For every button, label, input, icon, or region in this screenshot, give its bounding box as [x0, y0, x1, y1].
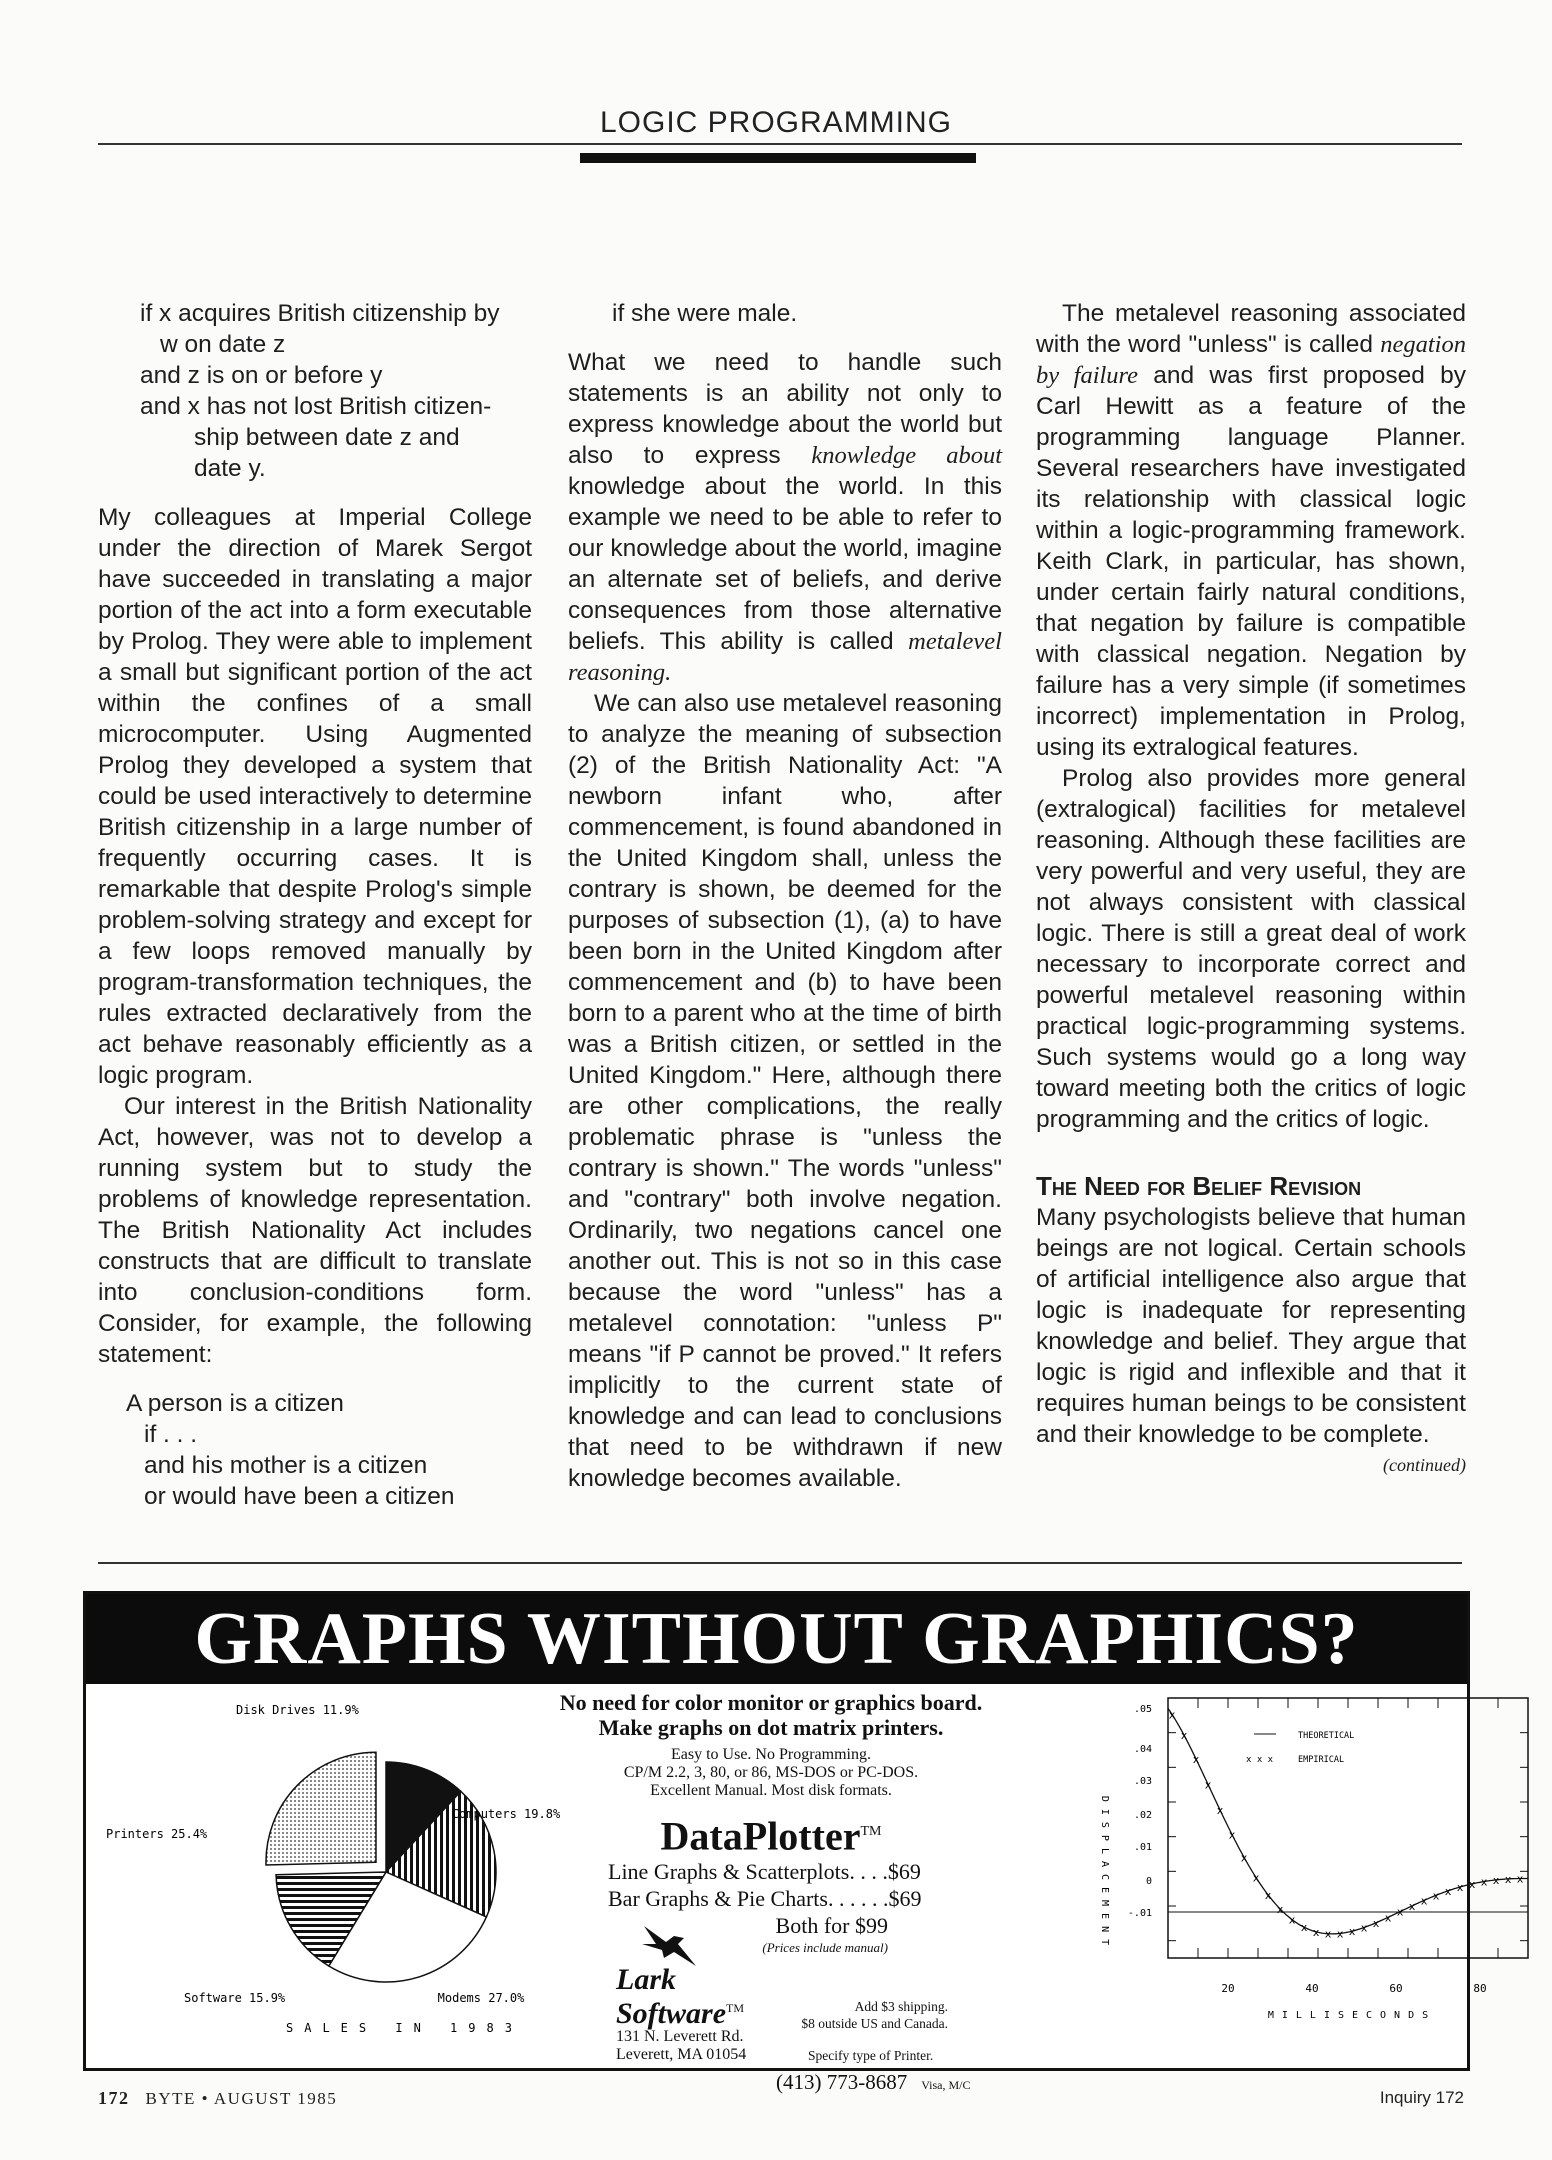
article-column-3: [1036, 298, 1466, 1481]
empirical-point: x: [1480, 1875, 1488, 1889]
continued-note: (continued): [1383, 1455, 1466, 1475]
displacement-plot: [1006, 1684, 1524, 2068]
text: knowledge about the world. In this example we need to be able to refer to our knowledge about the world, imagine an alternate set of beliefs, and derive consequences from those alternative beliefs. This ability is called: [568, 473, 1002, 655]
empirical-point: x: [1252, 1871, 1260, 1885]
empirical-point: x: [1492, 1873, 1500, 1887]
empirical-point: x: [1384, 1911, 1392, 1925]
company-name: Lark: [616, 1963, 676, 1996]
empirical-point: x: [1456, 1881, 1464, 1895]
legend-empirical: EMPIRICAL: [1298, 1755, 1345, 1765]
empirical-point: x: [1240, 1851, 1248, 1865]
pie-label-printers: Printers 25.4%: [106, 1827, 208, 1841]
pie-label-modems: Modems 27.0%: [437, 1991, 525, 2005]
shipping-line: Add $3 shipping.: [854, 1999, 948, 2014]
y-tick-label: -.01: [1127, 1908, 1152, 1919]
section-title: LOGIC PROGRAMMING: [599, 106, 953, 139]
pie-chart: [86, 1684, 561, 2068]
ad-feature: Excellent Manual. Most disk formats.: [650, 1782, 892, 1799]
statement-line: A person is a citizen: [126, 1390, 344, 1417]
paragraph: [568, 347, 1002, 688]
trademark: TM: [860, 1824, 882, 1839]
statement-line: or would have been a citizen: [144, 1483, 455, 1510]
empirical-point: x: [1216, 1803, 1224, 1817]
statement-end: if she were male.: [612, 300, 798, 327]
shipping-note: [801, 1998, 948, 2032]
price-line: Line Graphs & Scatterplots. . . .$69: [608, 1859, 921, 1885]
empirical-point: x: [1408, 1899, 1416, 1913]
text: The metalevel reasoning associated with the word "unless" is called: [1036, 300, 1466, 358]
company-logo: [616, 1963, 745, 2030]
header-bar: [580, 153, 976, 163]
paragraph: [1036, 298, 1466, 763]
printer-note: Specify type of Printer.: [808, 2048, 934, 2063]
paragraph: We can also use metalevel reasoning to analyze the meaning of subsection (2) of the British Nationality Act: "A newborn infant who, after commencement, is found abandoned in the United Kingdom shall, unless the contrary is shown, be deemed for the purposes of subsection (1), (a) to have been born in the United Kingdom after commencement and (b) to have been born to a parent who at the time of birth was a British citizen, or settled in the United Kingdom." Here, although there are other complications, the really problematic phrase is "unless the contrary is shown." The words "unless" and "contrary" both involve negation. Ordinarily, two negations cancel one another out. This is not so in this case because the word "unless" has a metalevel connotation: "unless P" means "if P cannot be proved." It refers implicitly to the current state of knowledge and can lead to conclusions that need to be withdrawn if new knowledge becomes available.: [568, 690, 1002, 1492]
price-both: Both for $99: [775, 1913, 888, 1939]
x-tick-label: 60: [1389, 1982, 1403, 1995]
page-footer-left: [98, 2088, 337, 2109]
ad-headline: Make graphs on dot matrix printers.: [598, 1715, 944, 1740]
company-name: Software: [616, 1997, 727, 2030]
rule-line: ship between date z and: [194, 424, 460, 451]
pie-slices: [266, 1752, 496, 1982]
paragraph: My colleagues at Imperial College under the direction of Marek Sergot have succeeded in translating a major portion of the act into a form executable by Prolog. They were able to implement a small but significant portion of the act within the confines of a small microcomputer. Using Augmented Prolog they developed a system that could be used interactively to determine British citizenship in a large number of frequently occurring cases. It is remarkable that despite Prolog's simple problem-solving strategy and except for a few loops removed manually by program-transformation techniques, the rules extracted declaratively from the act behave reasonably efficiently as a logic program.: [98, 504, 532, 1089]
manual-note: (Prices include manual): [762, 1940, 888, 1956]
ad-rule: [98, 1562, 1462, 1564]
payment-methods: Visa, M/C: [921, 2078, 971, 2092]
x-tick-label: 80: [1473, 1982, 1487, 1995]
y-tick-label: .05: [1133, 1704, 1152, 1715]
paragraph: Our interest in the British Nationality Act, however, was not to develop a running system but to study the problems of knowledge representation. The British Nationality Act includes constructs that are difficult to translate into conclusion-conditions form. Consider, for example, the following statement:: [98, 1093, 532, 1368]
ad-banner: GRAPHS WITHOUT GRAPHICS?: [86, 1594, 1467, 1684]
address-line: 131 N. Leverett Rd.: [616, 2028, 744, 2045]
company-address: [616, 2028, 746, 2064]
empirical-point: x: [1348, 1925, 1356, 1939]
pie-slice-printers: [266, 1752, 376, 1865]
y-tick-label: .01: [1133, 1842, 1152, 1853]
header-rule: [98, 143, 1462, 145]
product-logo: [556, 1810, 986, 1858]
article-column-2: [568, 298, 1002, 1494]
paragraph: Many psychologists believe that human beings are not logical. Certain schools of artificial intelligence also argue that logic is inadequate for representing knowledge and belief. They argue that logic is rigid and inflexible and that it requires human beings to be consistent and their knowledge to be complete.: [1036, 1204, 1466, 1448]
theoretical-curve: [1168, 1708, 1528, 1934]
paragraph: Prolog also provides more general (extralogical) facilities for metalevel reasoning. Although these facilities are very powerful and very useful, they are not always consistent with classical logic. There is still a great deal of work necessary to incorporate correct and powerful metalevel reasoning within practical logic-programming systems. Such systems would go a long way toward meeting both the critics of logic programming and the critics of logic.: [1036, 765, 1466, 1133]
statement-line: if . . .: [144, 1421, 198, 1448]
empirical-point: x: [1300, 1921, 1308, 1935]
empirical-point: x: [1504, 1872, 1512, 1886]
legend-marker-icon: x x x: [1246, 1755, 1274, 1765]
x-tick-label: 20: [1221, 1982, 1235, 1995]
phone-line: [776, 2070, 971, 2095]
ad-copy: [556, 1690, 986, 1956]
empirical-point: x: [1204, 1778, 1212, 1792]
plot-xlabel: MILLISECONDS: [1267, 2010, 1437, 2021]
page-number: 172: [98, 2088, 130, 2108]
rule-line: and z is on or before y: [140, 362, 383, 389]
ad-headline: No need for color monitor or graphics board.: [559, 1690, 983, 1715]
empirical-points: [1169, 1708, 1524, 1940]
empirical-point: x: [1276, 1902, 1284, 1916]
address-line: Leverett, MA 01054: [616, 2046, 747, 2063]
empirical-point: x: [1312, 1925, 1320, 1939]
pie-label-disk: Disk Drives 11.9%: [236, 1703, 359, 1717]
empirical-point: x: [1168, 1708, 1176, 1722]
rule-line: w on date z: [160, 331, 286, 358]
text: and was first proposed by Carl Hewitt as a feature of the programming language Planner. Several researchers have investigated its relationship with classical logic within a logic-programming framework. Keith Clark, in particular, has shown, under certain fairly natural conditions, that negation by failure is compatible with classical negation. Negation by failure has a very simple (if sometimes incorrect) implementation in Prolog, using its extralogical features.: [1036, 362, 1466, 761]
y-tick-label: .03: [1133, 1776, 1152, 1787]
rule-statement: [98, 298, 532, 484]
x-tick-label: 40: [1305, 1982, 1319, 1995]
price-line: Bar Graphs & Pie Charts. . . . . .$69: [608, 1886, 922, 1912]
text: What we need to handle such statements is an ability not only to express knowledge about the world but also to express: [568, 349, 1002, 469]
y-tick-label: .02: [1133, 1810, 1152, 1821]
emphasis: negation by failure: [1036, 331, 1466, 389]
legend-theoretical: THEORETICAL: [1298, 1731, 1355, 1741]
ad-feature: Easy to Use. No Programming.: [671, 1746, 871, 1763]
empirical-point: x: [1180, 1729, 1188, 1743]
empirical-point: x: [1396, 1905, 1404, 1919]
empirical-point: x: [1420, 1894, 1428, 1908]
section-heading: The Need for Belief Revision: [1036, 1171, 1362, 1201]
y-tick-label: 0: [1145, 1876, 1152, 1887]
ad-company-block: [616, 1922, 1006, 2094]
pie-label-computers: Computers 19.8%: [451, 1807, 561, 1821]
phone-number: (413) 773-8687: [776, 2070, 908, 2094]
magazine-issue: BYTE • AUGUST 1985: [145, 2089, 338, 2108]
empirical-point: x: [1336, 1927, 1344, 1941]
rule-line: date y.: [194, 455, 266, 482]
pie-label-software: Software 15.9%: [184, 1991, 286, 2005]
rule-line: and x has not lost British citizen-: [140, 393, 492, 420]
ad-feature: CP/M 2.2, 3, 80, or 86, MS-DOS or PC-DOS.: [623, 1764, 919, 1781]
statement-line: and his mother is a citizen: [144, 1452, 428, 1479]
rule-line: if x acquires British citizenship by: [140, 300, 500, 327]
plot-ylabel: DISPLACEMENT: [1099, 1795, 1110, 1953]
empirical-point: x: [1288, 1913, 1296, 1927]
emphasis: knowledge about: [811, 442, 1003, 469]
y-tick-label: .04: [1133, 1744, 1152, 1755]
empirical-point: x: [1444, 1884, 1452, 1898]
trademark: TM: [726, 2001, 745, 2015]
pie-caption: SALES IN 1983: [286, 2021, 523, 2035]
empirical-point: x: [1228, 1828, 1236, 1842]
empirical-point: x: [1324, 1927, 1332, 1941]
empirical-point: x: [1432, 1889, 1440, 1903]
empirical-point: x: [1264, 1888, 1272, 1902]
empirical-point: x: [1516, 1872, 1524, 1886]
product-name: DataPlotter: [660, 1813, 861, 1859]
emphasis: metalevel reasoning.: [568, 628, 1002, 686]
advertisement: [83, 1591, 1524, 2094]
article-column-1: [98, 298, 532, 1512]
empirical-point: x: [1468, 1877, 1476, 1891]
empirical-point: x: [1192, 1752, 1200, 1766]
inquiry-number: Inquiry 172: [1379, 2088, 1464, 2107]
citizen-statement: [98, 1388, 532, 1512]
empirical-point: x: [1372, 1916, 1380, 1930]
empirical-point: x: [1360, 1921, 1368, 1935]
shipping-line: $8 outside US and Canada.: [801, 2016, 948, 2031]
